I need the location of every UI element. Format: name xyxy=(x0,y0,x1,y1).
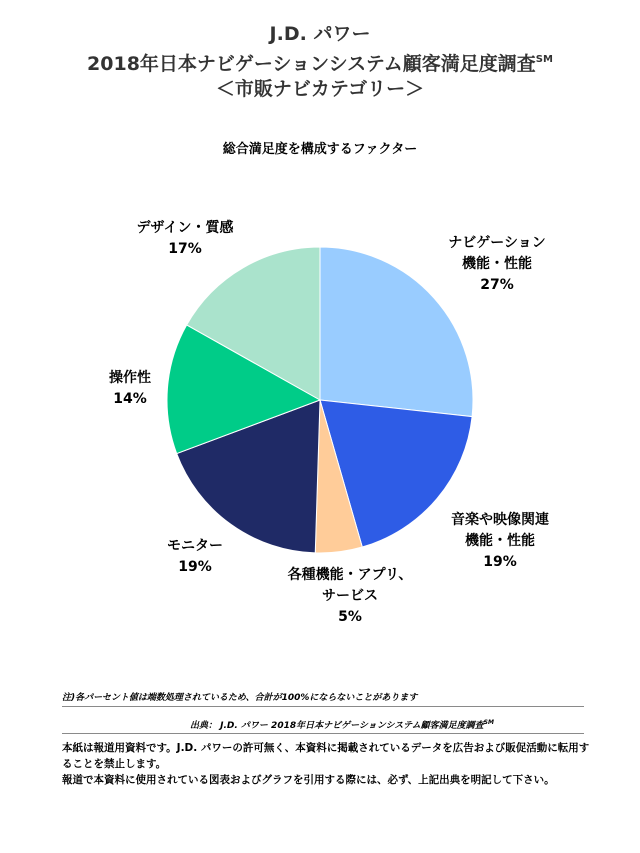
chart-title: 総合満足度を構成するファクター xyxy=(222,142,418,157)
slice-label-apps-services xyxy=(270,565,430,628)
slice-name-monitor: モニター xyxy=(167,538,223,554)
slice-value-design: 17% xyxy=(168,241,202,257)
slice-value-apps-services: 5% xyxy=(338,609,362,625)
slice-label-navigation xyxy=(422,233,572,296)
slice-label-design xyxy=(120,218,250,260)
slice-value-audio-video: 19% xyxy=(483,554,517,570)
slice-label-operability xyxy=(95,368,165,410)
divider-bottom xyxy=(62,733,584,734)
header-company: J.D. パワー xyxy=(269,23,371,45)
slice-value-monitor: 19% xyxy=(178,559,212,575)
slice-label-audio-video xyxy=(425,510,575,573)
disclaimer xyxy=(62,740,590,788)
divider-top xyxy=(62,706,584,707)
slice-name-design: デザイン・質感 xyxy=(136,220,234,236)
header-category: ＜市販ナビカテゴリー＞ xyxy=(215,78,425,100)
study-title-text: 2018年日本ナビゲーションシステム顧客満足度調査 xyxy=(87,53,536,75)
slice-name-apps-services: 各種機能・アプリ、 サービス xyxy=(287,567,413,604)
disclaimer-citation: 報道で本資料に使用されている図表およびグラフを引用する際には、必ず、上記出典を明記して下さい。 xyxy=(62,774,555,786)
source-sm-mark: SM xyxy=(483,719,494,726)
rounding-note: 注)各パーセント値は端数処理されているため、合計が100%にならないことがあります xyxy=(62,693,418,703)
slice-label-monitor xyxy=(150,536,240,578)
slice-name-operability: 操作性 xyxy=(109,370,151,386)
slice-name-audio-video: 音楽や映像関連 機能・性能 xyxy=(451,512,549,549)
slice-name-navigation: ナビゲーション 機能・性能 xyxy=(448,235,546,272)
slice-value-operability: 14% xyxy=(113,391,147,407)
slice-value-navigation: 27% xyxy=(480,277,514,293)
source-line xyxy=(190,718,494,731)
disclaimer-usage: 本紙は報道用資料です。J.D. パワーの許可無く、本資料に掲載されているデータを広告および販促活動に転用することを禁止します。 xyxy=(62,742,590,770)
source-text: 出典： J.D. パワー 2018年日本ナビゲーションシステム顧客満足度調査 xyxy=(190,721,484,731)
study-title-sm-mark: SM xyxy=(535,54,553,65)
